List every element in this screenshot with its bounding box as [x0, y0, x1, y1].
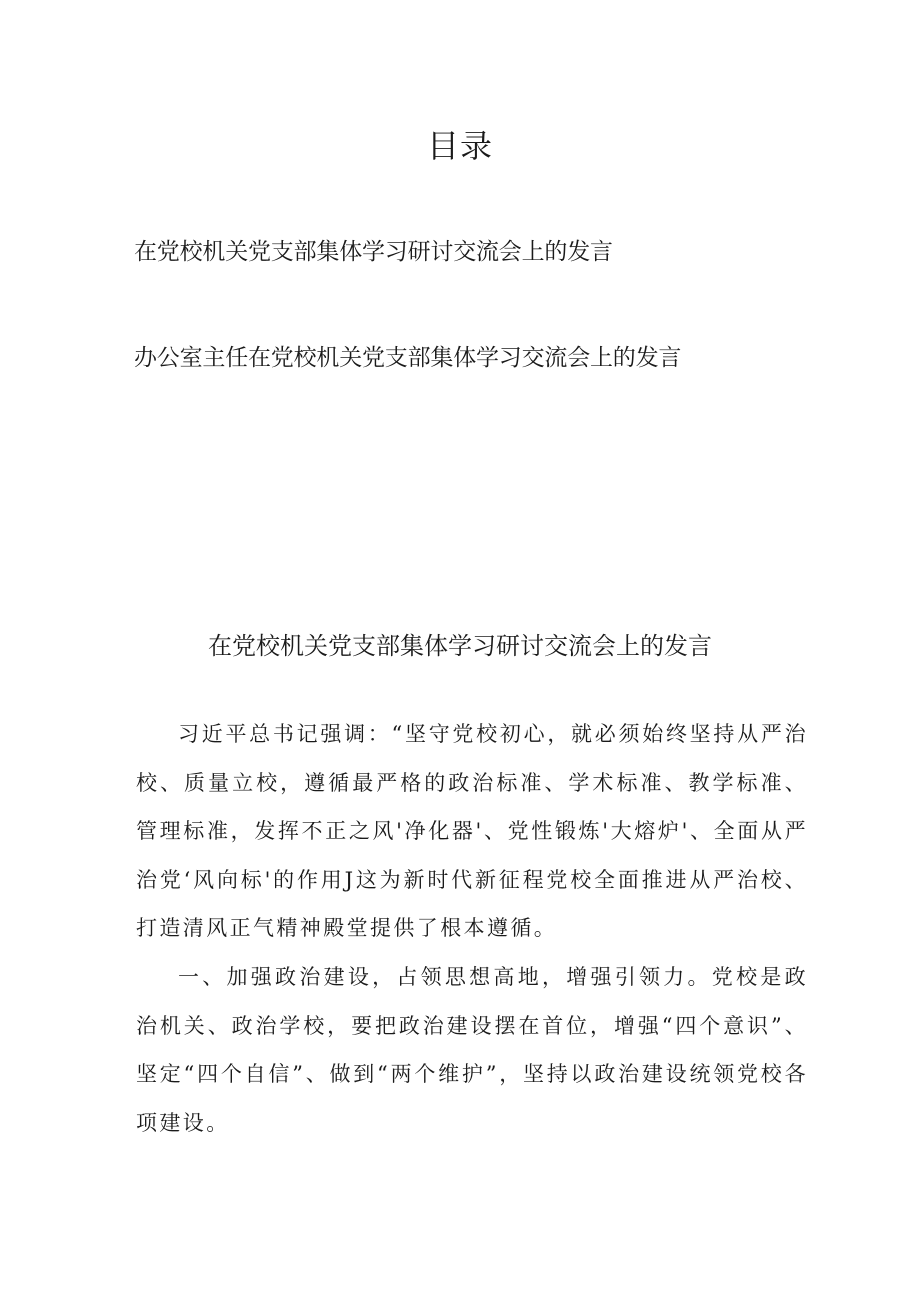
- article-title: 在党校机关党支部集体学习研讨交流会上的发言: [208, 632, 712, 660]
- toc-list: [134, 232, 834, 378]
- toc-item[interactable]: 在党校机关党支部集体学习研讨交流会上的发言: [134, 239, 613, 265]
- body-paragraph: 一、加强政治建设，占领思想高地，增强引领力。党校是政治机关、政治学校，要把政治建设摆在首位，增强“四个意识”、坚定“四个自信”、做到“两个维护”，坚持以政治建设统领党校各项建设。: [136, 964, 808, 1135]
- toc-title: 目录: [426, 127, 493, 165]
- toc-item[interactable]: 办公室主任在党校机关党支部集体学习交流会上的发言: [134, 345, 682, 371]
- article-body: [136, 710, 808, 1147]
- body-paragraph: 习近平总书记强调：“坚守党校初心，就必须始终坚持从严治校、质量立校，遵循最严格的政治标准、学术标准、教学标准、管理标准，发挥不正之风'净化器'、党性锻炼'大熔炉'、全面从严治党‘风向标'的作用J这为新时代新征程党校全面推进从严治校、打造清风正气精神殿堂提供了根本遵循。: [136, 722, 808, 941]
